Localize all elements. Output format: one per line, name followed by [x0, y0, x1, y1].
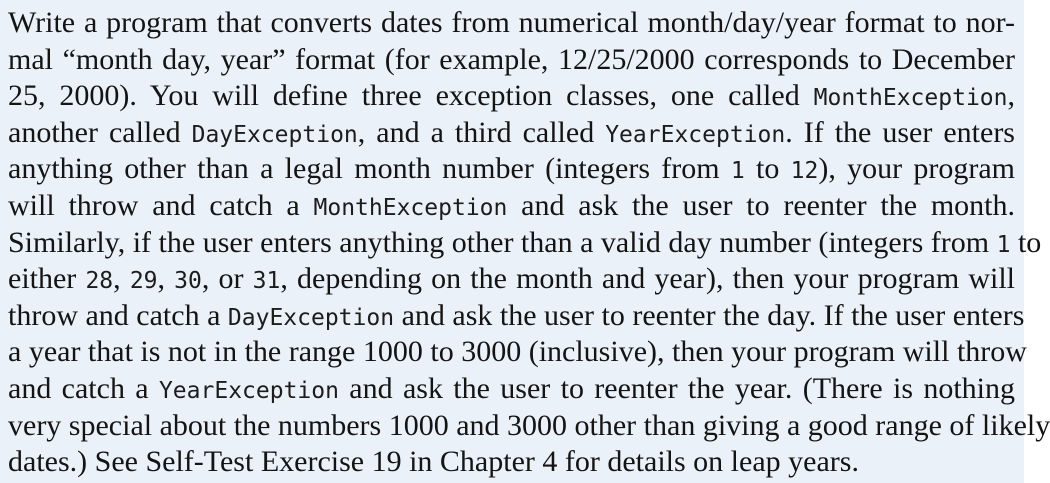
- code-term: MonthException: [313, 195, 508, 221]
- code-term: 31: [252, 268, 281, 295]
- text-run: , or: [201, 262, 253, 296]
- code-term: 1: [996, 231, 1011, 258]
- text-line: [8, 114, 1015, 152]
- text-run: and catch a: [8, 372, 159, 405]
- text-line: [8, 4, 1015, 42]
- text-run: throw and catch a: [8, 298, 228, 332]
- text-line: [8, 187, 1015, 225]
- code-term: 28: [85, 268, 114, 295]
- text-run: Similarly, if the user enters anything other than a valid day number (integers from: [8, 225, 997, 259]
- code-term: 29: [129, 268, 158, 295]
- text-line: [8, 297, 1025, 335]
- text-line: [8, 150, 1015, 188]
- code-term: YearException: [158, 378, 339, 404]
- text-run: another called: [8, 115, 192, 149]
- text-line: [8, 224, 1042, 262]
- code-term: YearException: [605, 121, 786, 148]
- text-run: , depending on the month and year), then your program will: [280, 262, 1016, 296]
- text-run: 25, 2000). You will define three exception classes, one called: [8, 79, 814, 113]
- text-line: [8, 370, 1015, 408]
- text-run: . If the user enters: [785, 115, 1015, 149]
- text-run: to: [744, 152, 791, 186]
- text-run: and ask the user to reenter the year. (There is nothing: [338, 372, 1016, 405]
- code-term: DayException: [191, 121, 358, 148]
- text-run: will throw and catch a: [8, 189, 314, 222]
- text-line: [8, 41, 1015, 79]
- code-term: 1: [730, 158, 745, 185]
- text-run: Write a program that converts dates from numerical month/day/year format to nor-: [8, 6, 1015, 39]
- text-run: , and a third called: [357, 115, 606, 149]
- text-run: anything other than a legal month number (integers from: [8, 152, 731, 186]
- text-run: mal “month day, year” format (for example, 12/25/2000 corresponds to December: [8, 42, 1015, 76]
- code-term: 30: [174, 268, 202, 295]
- text-run: very special about the numbers 1000 and 3000 other than giving a good range of likely: [8, 408, 1050, 442]
- text-line: [8, 260, 1015, 298]
- text-run: and ask the user to reenter the day. If the user enters: [394, 298, 1025, 332]
- text-line: [8, 77, 1015, 115]
- code-term: DayException: [227, 304, 395, 331]
- text-run: and ask the user to reenter the month.: [507, 189, 1015, 222]
- code-term: MonthException: [813, 85, 1008, 112]
- text-line: [8, 443, 1015, 481]
- text-run: dates.) See Self-Test Exercise 19 in Chapter 4 for details on leap years.: [8, 445, 859, 479]
- text-run: ,: [157, 262, 175, 296]
- code-term: 12: [790, 158, 819, 185]
- text-run: ,: [1007, 79, 1015, 113]
- text-run: either: [8, 262, 86, 296]
- text-line: [8, 407, 1050, 445]
- text-run: ,: [113, 262, 130, 296]
- text-run: a year that is not in the range 1000 to 3000 (inclusive), then your program will throw: [8, 335, 1027, 369]
- text-line: [8, 333, 1027, 371]
- text-run: to: [1010, 225, 1042, 259]
- text-run: ), your program: [818, 152, 1015, 186]
